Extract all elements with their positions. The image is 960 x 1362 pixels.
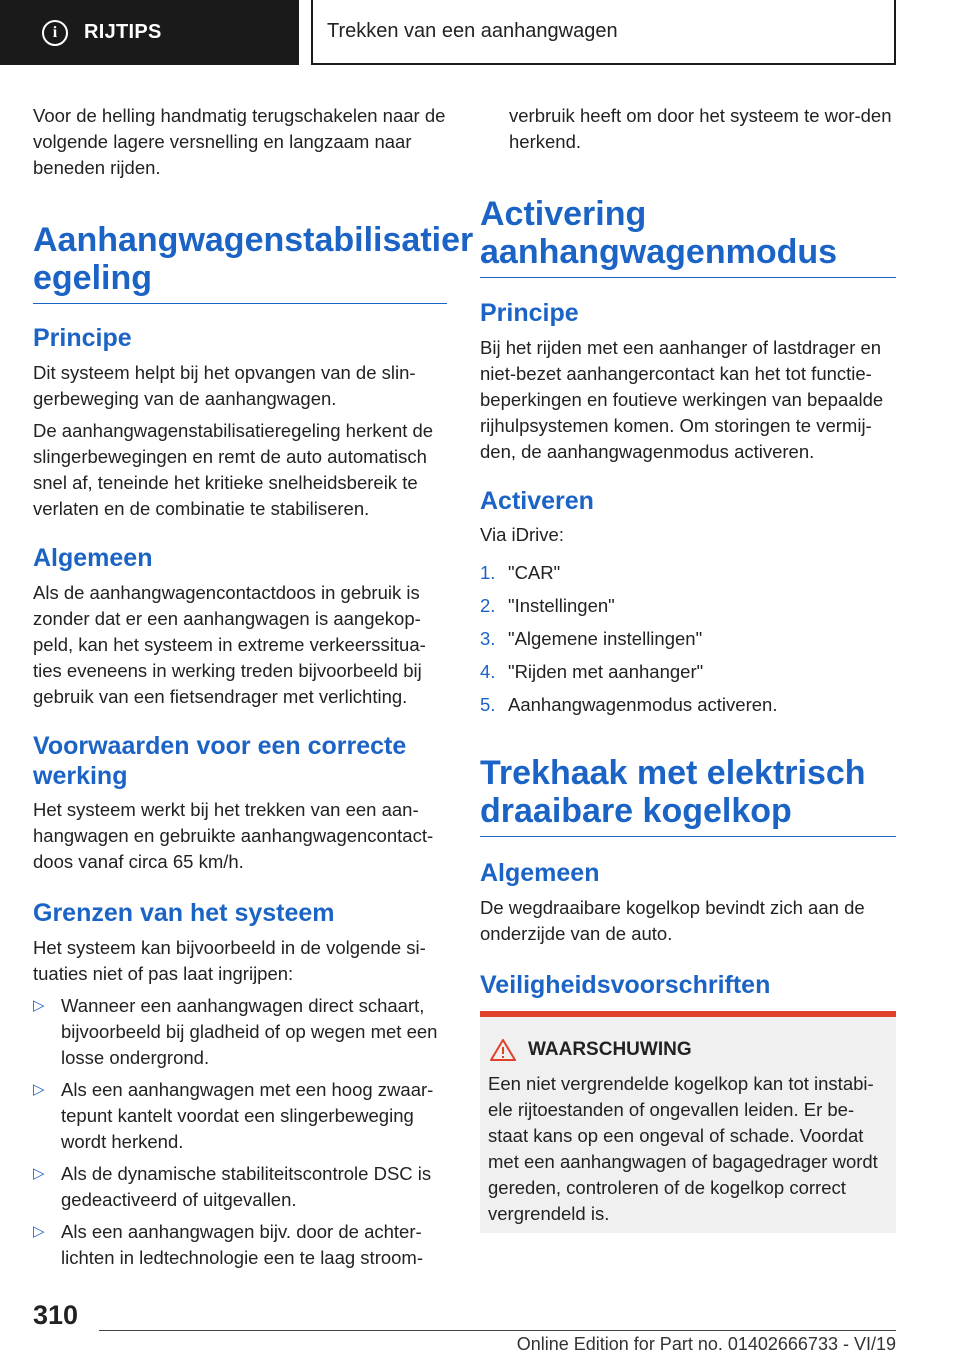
subheading-grenzen: Grenzen van het systeem xyxy=(33,899,335,927)
subheading-principe: Principe xyxy=(480,299,579,327)
warning-title-row xyxy=(488,1039,888,1061)
heading-line: Trekhaak met elektrisch xyxy=(480,754,866,792)
warning-title: WAARSCHUWING xyxy=(528,1039,692,1060)
subheading-voorwaarden xyxy=(33,731,447,791)
heading-line: egeling xyxy=(33,259,153,297)
heading-line: Aanhangwagenstabilisatier xyxy=(33,221,474,259)
step-number: 5. xyxy=(480,694,496,715)
principe-paragraph-2: De aanhangwagenstabilisatieregeling herkent de slingerbewegingen en remt de auto automatisch snel af, teneinde het kritieke snelheidsbereik te verlaten en de combinatie te stabiliseren. xyxy=(33,420,434,519)
list-item-text: Als de dynamische stabiliteitscontrole DSC is gedeactiveerd of uitgevallen. xyxy=(61,1163,432,1210)
heading-line: Voorwaarden voor een correcte xyxy=(33,732,407,760)
chapter-header xyxy=(311,0,896,65)
subheading-algemeen: Algemeen xyxy=(33,544,153,572)
edition-text: Online Edition for Part no. 01402666733 - VI/19 xyxy=(516,1334,896,1354)
warning-text: Een niet vergrendelde kogelkop kan tot instabi-ele rijtoestanden of ongevallen leiden. Er be-staat kans op een ongeval of schade. Voordat met een aanhangwagen of bagagedrager wordt gereden, controleren of de kogelkop correct vergrendeld is. xyxy=(488,1073,878,1224)
grenzen-list xyxy=(33,993,447,1271)
footer-divider xyxy=(99,1330,896,1331)
subheading-principe: Principe xyxy=(33,324,132,352)
section-heading-stabilisatie xyxy=(33,221,474,304)
heading-line: aanhangwagenmodus xyxy=(480,233,838,271)
subheading-algemeen: Algemeen xyxy=(480,859,600,887)
warning-box xyxy=(480,1011,896,1233)
step-number: 4. xyxy=(480,661,496,682)
algemeen-paragraph: De wegdraaibare kogelkop bevindt zich aan de onderzijde van de auto. xyxy=(480,897,865,944)
list-item-text: Wanneer een aanhangwagen direct schaart, bijvoorbeeld bij gladheid of op wegen met een losse ondergrond. xyxy=(61,995,438,1068)
warning-triangle-icon xyxy=(490,1039,516,1061)
algemeen-paragraph: Als de aanhangwagencontactdoos in gebruik is zonder dat er een aanhangwagen is aangekop-peld, kan het systeem in extreme verkeerssitua-ties eveneens in werking treden bijvoorbeeld bij gebruik van een fietsendrager met verlichting. xyxy=(33,582,426,707)
step-number: 3. xyxy=(480,628,496,649)
step-text: "Algemene instellingen" xyxy=(508,628,703,649)
principe-paragraph: Bij het rijden met een aanhanger of lastdrager en niet-bezet aanhangercontact kan het tot functie-beperkingen en foutieve werkingen van bepaalde rijhulpsystemen komen. Om storingen te vermij-den, de aanhangwagenmodus activeren. xyxy=(480,337,884,462)
list-item xyxy=(480,626,896,652)
grenzen-paragraph: Het systeem kan bijvoorbeeld in de volgende si-tuaties niet of pas laat ingrijpen: xyxy=(33,937,426,984)
triangle-bullet-icon: ▷ xyxy=(33,1165,45,1182)
list-item-text: Als een aanhangwagen bijv. door de achter-lichten in ledtechnologie een te laag stroom- xyxy=(61,1221,424,1268)
list-item xyxy=(480,659,896,685)
chapter-title: Trekken van een aanhangwagen xyxy=(327,20,618,42)
principe-paragraph-1: Dit systeem helpt bij het opvangen van de slin-gerbeweging van de aanhangwagen. xyxy=(33,362,416,409)
heading-line: Activering xyxy=(480,195,647,233)
section-heading-activering xyxy=(480,195,896,278)
triangle-bullet-icon: ▷ xyxy=(33,1223,45,1240)
step-text: "CAR" xyxy=(508,562,561,583)
list-item xyxy=(480,560,896,586)
activeren-paragraph: Via iDrive: xyxy=(480,524,564,545)
intro-paragraph: Voor de helling handmatig terugschakelen naar de volgende lagere versnelling en langzaam naar beneden rijden. xyxy=(33,105,446,178)
list-item xyxy=(480,593,896,619)
info-icon: i xyxy=(42,20,68,46)
step-text: "Rijden met aanhanger" xyxy=(508,661,704,682)
heading-line: draaibare kogelkop xyxy=(480,792,792,830)
page-number: 310 xyxy=(33,1300,79,1330)
voorwaarden-paragraph: Het systeem werkt bij het trekken van een aan-hangwagen en gebruikte aanhangwagencontact-doos vanaf circa 65 km/h. xyxy=(33,799,434,872)
activeren-steps xyxy=(480,560,896,718)
list-item xyxy=(33,1077,447,1155)
list-item-text: Als een aanhangwagen met een hoog zwaar-tepunt kantelt voordat een slingerbeweging wordt herkend. xyxy=(61,1079,434,1152)
list-item xyxy=(33,1219,447,1271)
triangle-bullet-icon: ▷ xyxy=(33,997,45,1014)
heading-line: werking xyxy=(33,762,128,790)
continued-paragraph: verbruik heeft om door het systeem te wor-den herkend. xyxy=(509,105,892,152)
section-label: RIJTIPS xyxy=(84,21,162,43)
step-number: 1. xyxy=(480,562,496,583)
step-text: Aanhangwagenmodus activeren. xyxy=(508,694,778,715)
step-text: "Instellingen" xyxy=(508,595,615,616)
step-number: 2. xyxy=(480,595,496,616)
subheading-veiligheid: Veiligheidsvoorschriften xyxy=(480,971,771,999)
section-heading-trekhaak xyxy=(480,754,896,837)
list-item xyxy=(480,692,896,718)
subheading-activeren: Activeren xyxy=(480,487,594,515)
section-tab xyxy=(0,0,299,65)
triangle-bullet-icon: ▷ xyxy=(33,1081,45,1098)
list-item xyxy=(33,993,447,1071)
list-item xyxy=(33,1161,447,1213)
